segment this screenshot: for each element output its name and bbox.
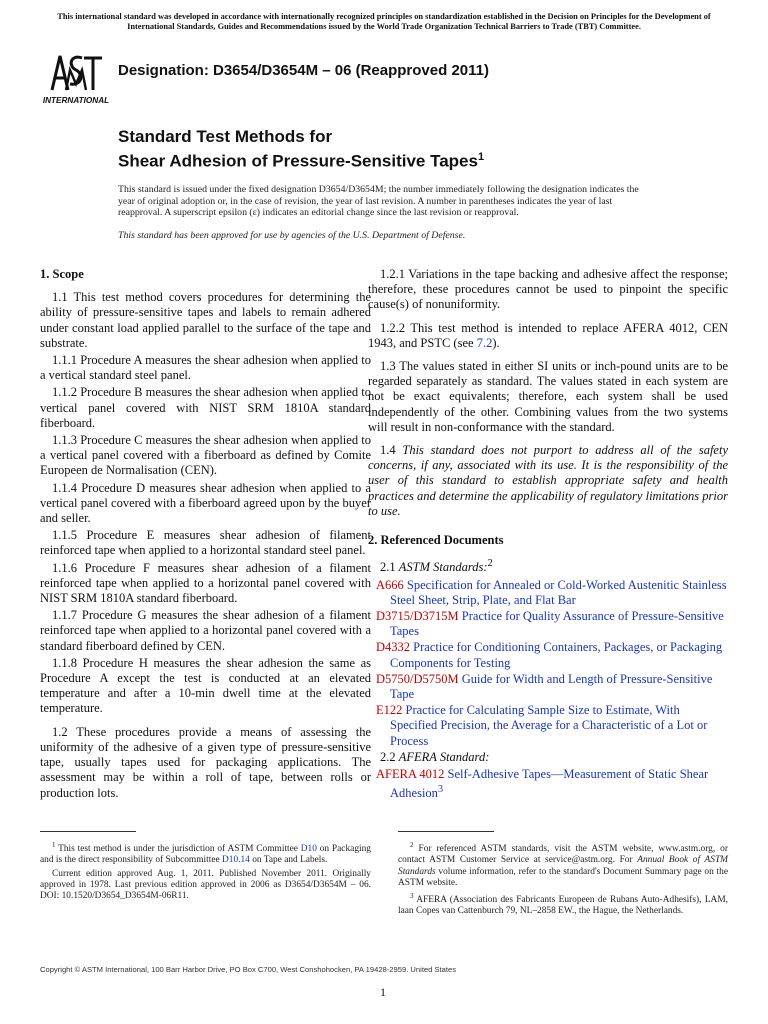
afera-footnote-ref[interactable]: 3 — [437, 784, 444, 796]
para-1-1-2: 1.1.2 Procedure B measures the shear adhesion when applied to vertical panel covered with NIST SRM 1810A standard fiberboard. — [40, 385, 371, 430]
footnote-1 — [40, 840, 371, 867]
para-1-2-1: 1.2.1 Variations in the tape backing and adhesive affect the response; therefore, these procedures cannot be used to pinpoint the specific cause(s) of nonuniformity. — [368, 267, 728, 312]
ref-code[interactable]: E122 — [376, 703, 403, 718]
right-column — [368, 267, 728, 803]
ref-title[interactable]: Guide for Width and Length of Pressure-Sensitive Tape — [390, 671, 713, 702]
ref-code[interactable]: D5750/D5750M — [376, 671, 459, 686]
section-7-2-link[interactable]: 7.2 — [476, 335, 493, 350]
ref-code[interactable]: D3715/D3715M — [376, 609, 459, 624]
ref-title[interactable]: Self-Adhesive Tapes—Measurement of Static Shear Adhesion — [390, 767, 709, 801]
ref-title[interactable]: Practice for Quality Assurance of Pressure-Sensitive Tapes — [390, 609, 724, 639]
designation: Designation: D3654/D3654M – 06 (Reapproved 2011) — [118, 62, 489, 79]
footnote-2-text-2: volume information, refer to the standard's Document Summary page on the ASTM website. — [398, 866, 728, 888]
footnote-3-text: AFERA (Association des Fabricants Europeen de Rubans Auto-Adhesifs), LAM, laan Copes van Cattenburch 79, NL–2858 EW., the Hague, the Netherlands. — [398, 895, 728, 917]
title-block — [118, 127, 484, 172]
left-column — [40, 267, 371, 803]
footnote-1-num: 1 — [52, 841, 56, 849]
title-footnote-ref[interactable]: 1 — [477, 151, 485, 163]
scope-heading: 1. Scope — [40, 267, 84, 281]
ref-item-e122[interactable] — [368, 703, 728, 749]
ref-item-d4332[interactable] — [368, 640, 728, 670]
referenced-heading: 2. Referenced Documents — [368, 533, 504, 548]
committee-d10-link[interactable]: D10 — [300, 844, 317, 855]
para-1-1-4: 1.1.4 Procedure D measures shear adhesion when applied to a vertical panel covered with a fiberboard agreed upon by the buyer and seller. — [40, 480, 371, 526]
para-1-1-6: 1.1.6 Procedure F measures shear adhesion of a filament reinforced tape when applied to a horizontal panel covered with NIST SRM 1810A standard fiberboard. — [40, 560, 371, 606]
footnote-3 — [398, 891, 728, 918]
para-1-3: 1.3 The values stated in either SI units or inch-pound units are to be regarded separately as standard. The values stated in each system are not be exact equivalents; therefore, each system shall be used independently of the other. Combining values from the two systems will result in non-conformance with the standard. — [368, 359, 728, 434]
footnote-rule-right — [398, 831, 494, 832]
astm-footnote-ref[interactable]: 2 — [487, 558, 493, 570]
footnote-2-num: 2 — [410, 841, 414, 849]
footnote-3-num: 3 — [410, 891, 414, 900]
page-number: 1 — [380, 985, 386, 999]
footnote-1-text-3: on Tape and Labels. — [249, 855, 328, 866]
title-line-1: Standard Test Methods for — [118, 127, 333, 146]
ref-item-d3715[interactable] — [368, 609, 728, 639]
issued-statement: This standard is issued under the fixed designation D3654/D3654M; the number immediately following the designation indicates the year of original adoption or, in the case of revision, the year of last revision. A number in parentheses indicates the year of last reapproval. A superscript epsilon (ε) indicates an editorial change since the last revision or reapproval. — [118, 184, 639, 219]
approved-statement: This standard has been approved for use by agencies of the U.S. Department of Defense. — [118, 230, 466, 241]
ref-title[interactable]: Practice for Calculating Sample Size to Estimate, With Specified Precision, the Average for a Characteristic of a Lot or Process — [390, 703, 708, 748]
para-1-2: 1.2 These procedures provide a means of assessing the uniformity of the adhesive of a given type of pressure-sensitive tape, usually tapes used for packaging applications. The assessment may be within a roll of tape, between rolls or production lots. — [40, 724, 371, 800]
para-1-1-5: 1.1.5 Procedure E measures shear adhesion of filament reinforced tape when applied to a horizontal standard steel panel. — [40, 528, 371, 558]
footnote-rule-left — [40, 831, 136, 832]
footnote-2-text: For referenced ASTM standards, visit the ASTM website, www.astm.org, or contact ASTM Customer Service at service@astm.org. For — [398, 844, 728, 866]
ref-title[interactable]: Specification for Annealed or Cold-Worked Austenitic Stainless Steel Sheet, Strip, Plate, and Flat Bar — [390, 577, 727, 607]
top-notice: This international standard was developed in accordance with internationally recognized principles on standardization established in the Decision on Principles for the Development of International Standards, Guides and Recommendations issued by the World Trade Organization Technical Barriers to Trade (TBT) Committee. — [57, 12, 711, 31]
title-line-2 — [118, 147, 484, 172]
ref-item-a666[interactable] — [368, 578, 728, 608]
para-1-2-2-end: ). — [492, 335, 500, 350]
title-text: Shear Adhesion of Pressure-Sensitive Tapes — [118, 151, 478, 171]
logo-text: INTERNATIONAL — [42, 96, 110, 105]
para-1-2-2-text: 1.2.2 This test method is intended to replace AFERA 4012, CEN 1943, and PSTC (see — [368, 320, 728, 350]
astm-standards-label — [368, 556, 728, 575]
astm-label-text: ASTM Standards: — [398, 560, 488, 575]
para-1-1-7: 1.1.7 Procedure G measures the shear adhesion of a filament reinforced tape when applied to a horizontal panel covered with a standard fiberboard defined by CEN. — [40, 608, 371, 653]
para-1-1-8: 1.1.8 Procedure H measures the shear adhesion the same as Procedure A except the test is conducted at an elevated temperature and after a 10-min dwell time at the elevated temperature. — [40, 655, 371, 716]
afera-label-num: 2.2 — [380, 749, 399, 764]
footnote-2-italic: Annual Book of ASTM Standards — [398, 855, 728, 877]
ref-code[interactable]: AFERA 4012 — [376, 767, 445, 782]
footnotes-right — [398, 840, 728, 919]
footnote-1-edition: Current edition approved Aug. 1, 2011. Published November 2011. Originally approved in 1978. Last previous edition approved in 2006 as D3654/D3654M – 06. DOI: 10.1520/D3654_D3654M-06R11. — [40, 868, 371, 901]
para-1-1-3: 1.1.3 Procedure C measures the shear adhesion when applied to a vertical panel covered with a fiberboard as defined by Comite Europeen de Normalisation (CEN). — [40, 433, 371, 478]
ref-item-afera-4012[interactable] — [368, 767, 728, 802]
astm-logo — [40, 50, 112, 108]
astm-label-num: 2.1 — [380, 560, 399, 575]
afera-label-text: AFERA Standard: — [398, 749, 490, 764]
para-1-1: 1.1 This test method covers procedures for determining the ability of pressure-sensitive tapes and labels to remain adhered under constant load applied parallel to the surface of the tape and substrate. — [40, 290, 371, 350]
ref-title[interactable]: Practice for Conditioning Containers, Packages, or Packaging Components for Testing — [390, 640, 723, 670]
para-1-4-num: 1.4 — [380, 443, 403, 458]
ref-code[interactable]: A666 — [376, 577, 404, 592]
para-1-2-2 — [368, 321, 728, 351]
ref-item-d5750[interactable] — [368, 672, 728, 702]
footnote-1-text: This test method is under the jurisdiction of ASTM Committee — [55, 844, 301, 855]
footnote-1-text-2: on Packaging and is the direct responsibility of Subcommittee — [40, 844, 371, 866]
subcommittee-d10-14-link[interactable]: D10.14 — [222, 855, 250, 866]
copyright: Copyright © ASTM International, 100 Barr Harbor Drive, PO Box C700, West Conshohocken, PA 19428-2959. United States — [40, 965, 457, 974]
para-1-4-text: This standard does not purport to address all of the safety concerns, if any, associated with its use. It is the responsibility of the user of this standard to establish appropriate safety and health practices and determine the applicability of regulatory limitations prior to use. — [368, 443, 728, 518]
afera-standard-label — [368, 750, 728, 765]
footnotes-left — [40, 840, 371, 904]
para-1-4 — [368, 443, 728, 519]
para-1-1-1: 1.1.1 Procedure A measures the shear adhesion when applied to a vertical standard steel panel. — [40, 353, 371, 383]
ref-code[interactable]: D4332 — [376, 640, 411, 655]
footnote-2 — [398, 840, 728, 889]
